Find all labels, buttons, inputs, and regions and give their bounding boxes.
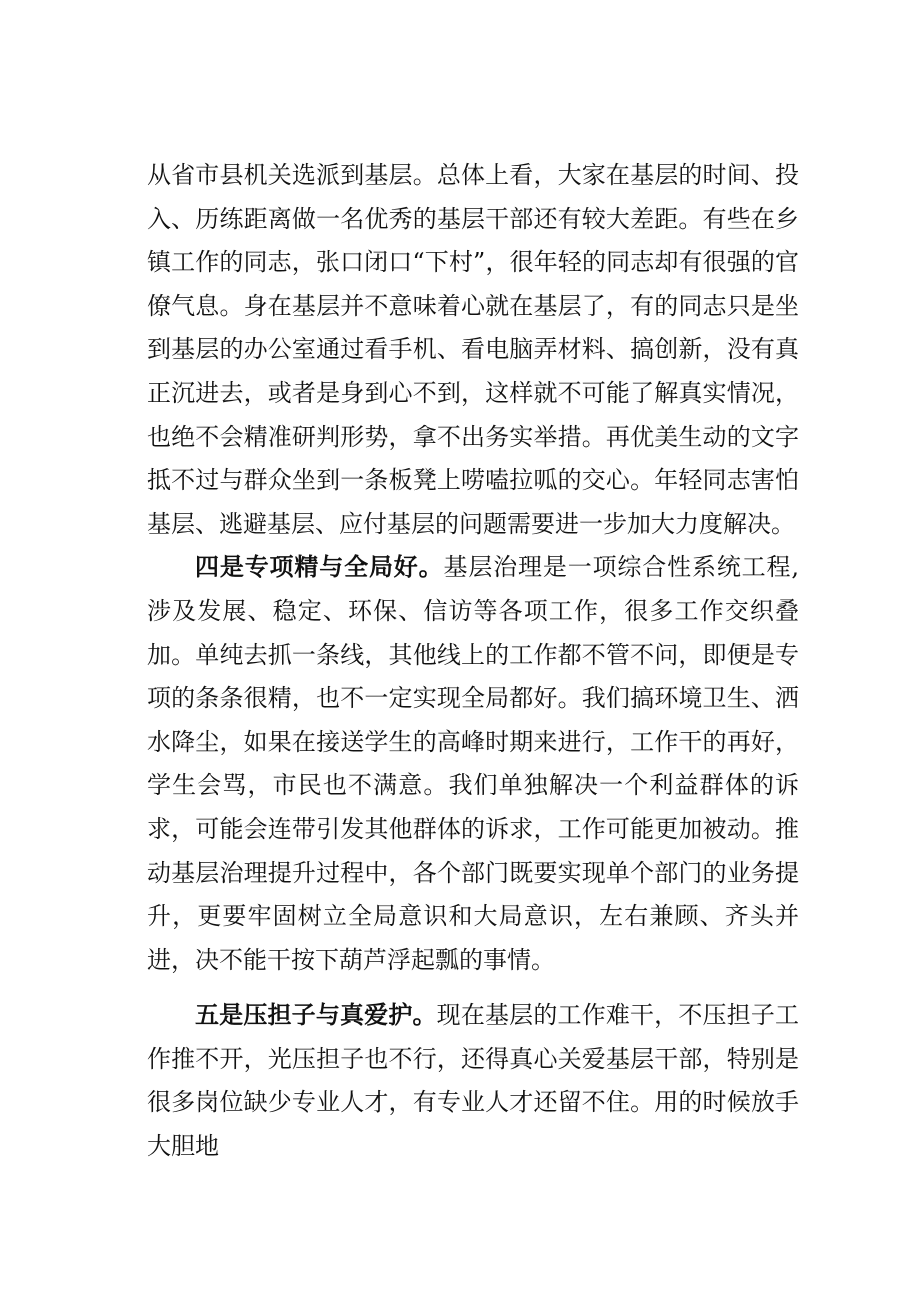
document-body — [147, 154, 799, 1169]
paragraph-text: 基层治理是一项综合性系统工程,涉及发展、稳定、环保、信访等各项工作，很多工作交织叠加。单纯去抓一条线，其他线上的工作都不管不问，即便是专项的条条很精，也不一定实现全局都好。我们搞环境卫生、洒水降尘，如果在接送学生的高峰时期来进行，工作干的再好，学生会骂，市民也不满意。我们单独解决一个利益群体的诉求，可能会连带引发其他群体的诉求，工作可能更加被动。推动基层治理提升过程中，各个部门既要实现单个部门的业务提升，更要牢固树立全局意识和大局意识，左右兼顾、齐头并进，决不能干按下葫芦浮起瓢的事情。 — [147, 553, 799, 974]
paragraph-five — [147, 994, 799, 1168]
paragraph-text: 从省市县机关选派到基层。总体上看，大家在基层的时间、投入、历练距离做一名优秀的基层干部还有较大差距。有些在乡镇工作的同志，张口闭口“下村”，很年轻的同志却有很强的官僚气息。身在基层并不意味着心就在基层了，有的同志只是坐到基层的办公室通过看手机、看电脑弄材料、搞创新，没有真正沉进去，或者是身到心不到，这样就不可能了解真实情况，也绝不会精准研判形势，拿不出务实举措。再优美生动的文字抵不过与群众坐到一条板凳上唠嗑拉呱的交心。年轻同志害怕基层、逃避基层、应付基层的问题需要进一步加大力度解决。 — [147, 161, 799, 538]
paragraph-heading: 四是专项精与全局好。 — [195, 553, 444, 582]
paragraph-gap — [147, 982, 799, 994]
paragraph-four — [147, 546, 799, 982]
paragraph-heading: 五是压担子与真爱护。 — [195, 1001, 437, 1030]
paragraph-continuation — [147, 154, 799, 546]
paragraph-text: 现在基层的工作难干，不压担子工作推不开，光压担子也不行，还得真心关爱基层干部，特别是很多岗位缺少专业人才，有专业人才还留不住。用的时候放手大胆地 — [147, 1001, 800, 1161]
